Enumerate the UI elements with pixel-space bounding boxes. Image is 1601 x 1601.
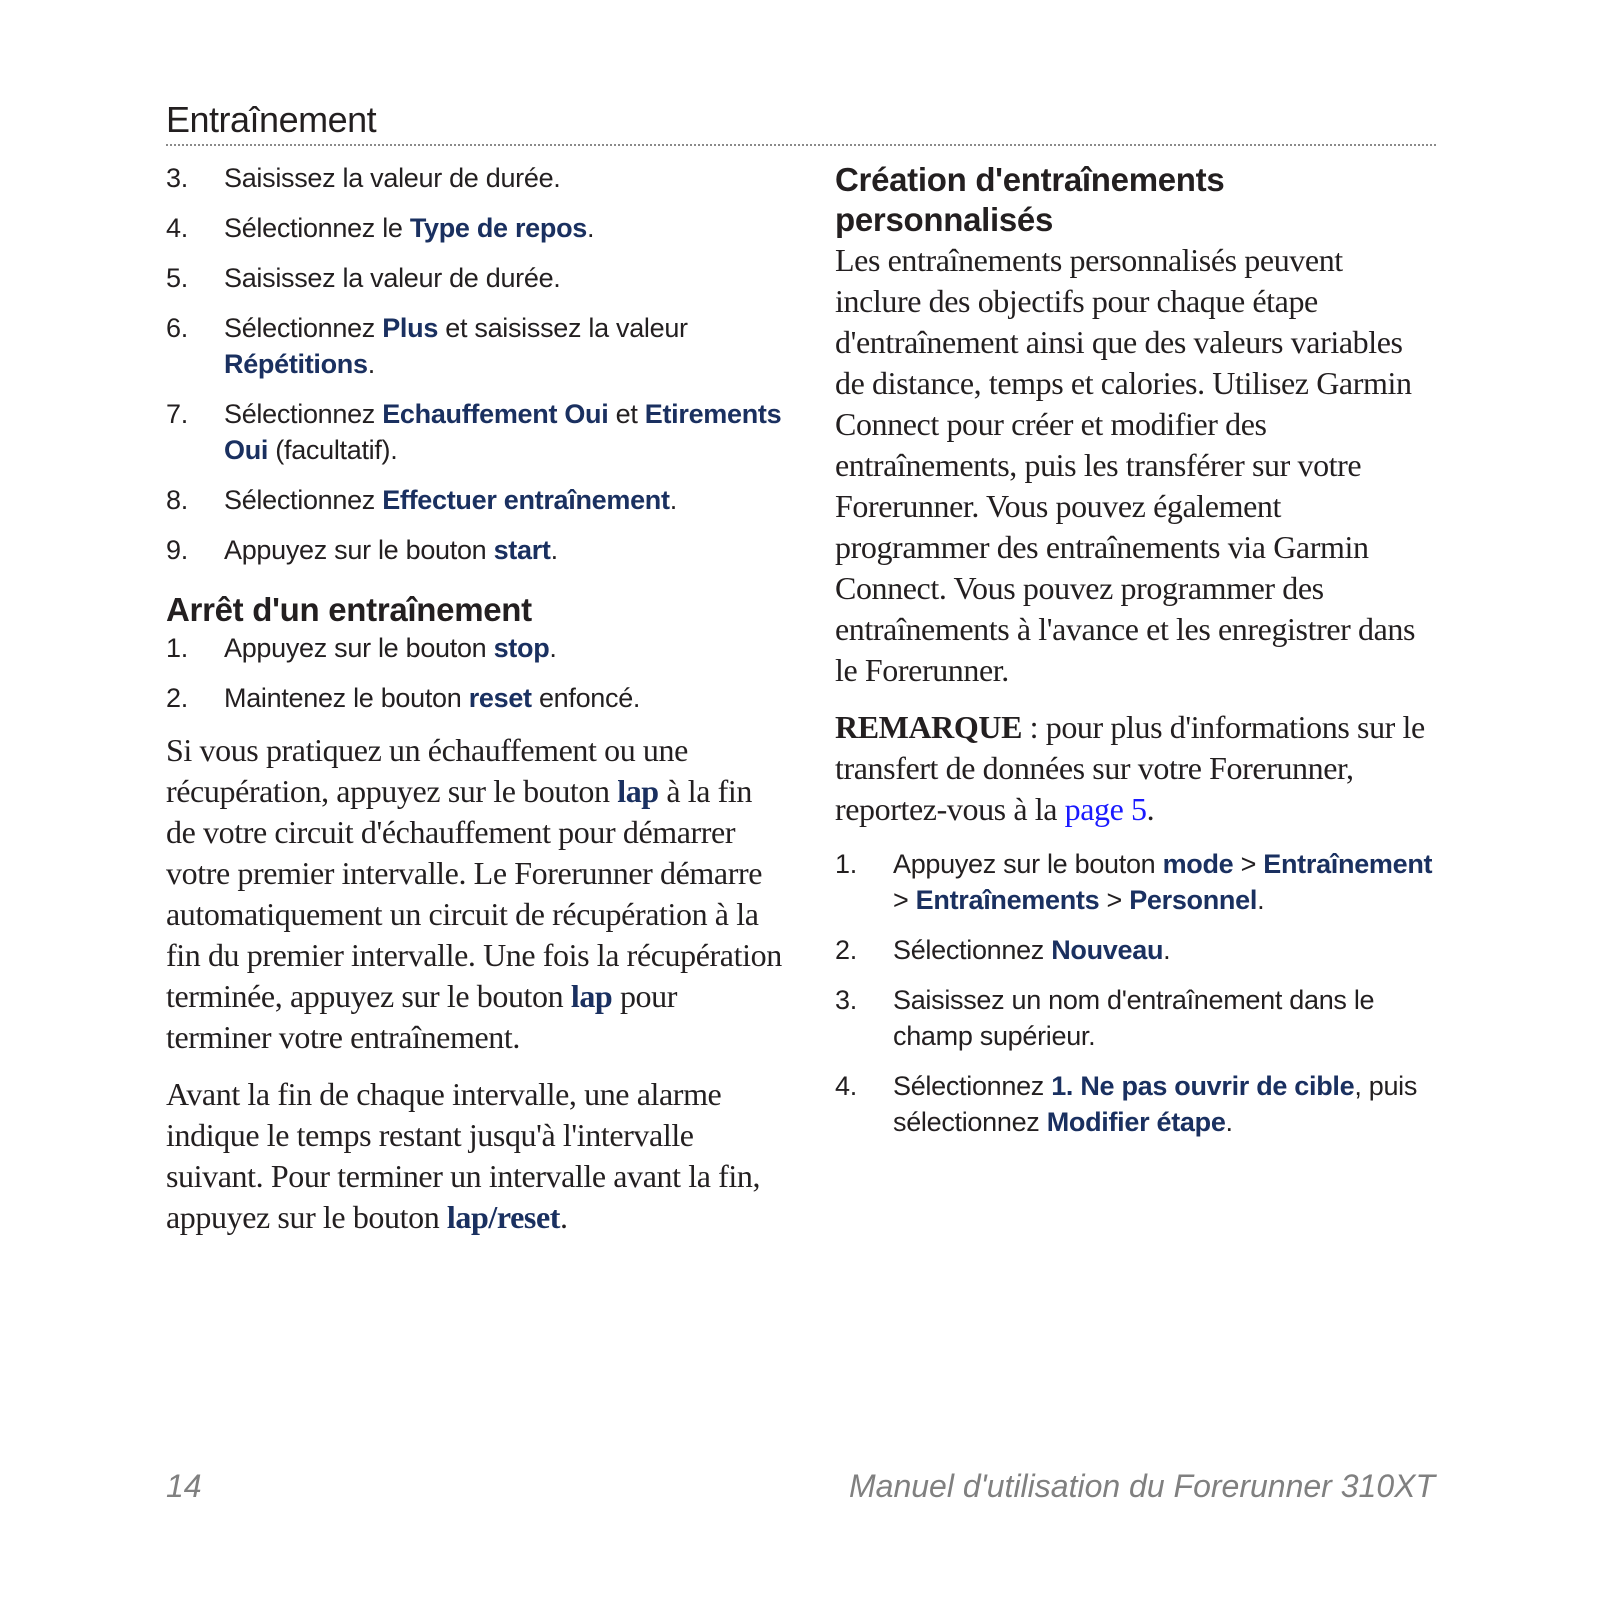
keyword: Effectuer entraînement — [382, 485, 670, 515]
keyword: Plus — [382, 313, 439, 343]
text-run: . — [560, 1199, 568, 1235]
paragraph — [835, 240, 1435, 691]
text-run: Si vous pratiquez un échauffement ou une récupération, appuyez sur le bouton — [166, 732, 688, 809]
keyword: 1. Ne pas ouvrir de cible — [1051, 1071, 1355, 1101]
list-item — [166, 680, 786, 716]
text-run: . — [1257, 885, 1265, 915]
list-item — [166, 482, 786, 518]
step-number: 5. — [166, 263, 188, 293]
page-link[interactable]: page 5 — [1064, 791, 1147, 827]
keyword: start — [493, 535, 551, 565]
text-run: Avant la fin de chaque intervalle, une alarme indique le temps restant jusqu'à l'intervalle suivant. Pour terminer un intervalle avant la fin, appuyez sur le bouton — [166, 1076, 761, 1235]
section-header: Entraînement — [166, 98, 1436, 146]
keyword: Etirements Oui — [224, 399, 782, 465]
list-item — [166, 396, 786, 468]
step-number: 1. — [166, 633, 188, 663]
text-run: (facultatif). — [268, 435, 398, 465]
keyword: Modifier étape — [1046, 1107, 1226, 1137]
body-paragraphs — [166, 730, 786, 1238]
steps-list-stop — [166, 630, 786, 716]
text-run: Maintenez le bouton — [224, 683, 469, 713]
text-run: Sélectionnez — [224, 399, 383, 429]
paragraph — [166, 1074, 786, 1238]
step-number: 3. — [835, 985, 857, 1015]
manual-title: Manuel d'utilisation du Forerunner 310XT — [849, 1468, 1435, 1504]
keyword: lap — [570, 978, 613, 1014]
remark-label: REMARQUE — [835, 709, 1023, 745]
keyword: Répétitions — [224, 349, 368, 379]
text-run: . — [367, 349, 375, 379]
text-run: Sélectionnez — [224, 313, 383, 343]
list-item — [166, 310, 786, 382]
text-run: , puis sélectionnez — [893, 1071, 1418, 1137]
text-run: et — [608, 399, 645, 429]
step-number: 3. — [166, 163, 188, 193]
list-item — [166, 532, 786, 568]
keyword: mode — [1162, 849, 1234, 879]
text-run: enfoncé. — [531, 683, 641, 713]
text-run: > — [1099, 885, 1130, 915]
text-run: . — [669, 485, 677, 515]
section-heading-stop-workout: Arrêt d'un entraînement — [166, 591, 532, 628]
text-run: . — [549, 633, 557, 663]
keyword: Entraînement — [1263, 849, 1433, 879]
text-run: Sélectionnez — [224, 485, 383, 515]
keyword: Echauffement Oui — [382, 399, 609, 429]
body-paragraphs-right — [835, 240, 1435, 830]
step-number: 6. — [166, 313, 188, 343]
text-run: > — [893, 885, 916, 915]
keyword: lap/reset — [446, 1199, 561, 1235]
text-run: à la fin de votre circuit d'échauffement pour démarrer votre premier intervalle. Le Forerunner démarre automatiquement un circuit de récupération à la fin du premier intervalle. Une fois la récupération terminée, appuyez sur le bouton — [166, 773, 782, 1014]
paragraph — [835, 707, 1435, 830]
step-number: 8. — [166, 485, 188, 515]
text-run: Les entraînements personnalisés peuvent inclure des objectifs pour chaque étape d'entraînement ainsi que des valeurs variables de distance, temps et calories. Utilisez Garmin Connect pour créer et modifier des entraînements, puis les transférer sur votre Forerunner. Vous pouvez également programmer des entraînements via Garmin Connect. Vous pouvez programmer des entraînements à l'avance et les enregistrer dans le Forerunner. — [835, 242, 1416, 688]
paragraph — [166, 730, 786, 1058]
keyword: Type de repos — [409, 213, 587, 243]
text-run: et saisissez la valeur — [438, 313, 688, 343]
list-item — [166, 210, 786, 246]
list-item — [166, 260, 786, 296]
text-run: . — [1225, 1107, 1233, 1137]
step-number: 1. — [835, 849, 857, 879]
text-run: Appuyez sur le bouton — [224, 633, 494, 663]
text-run: > — [1233, 849, 1264, 879]
keyword: Personnel — [1129, 885, 1258, 915]
text-run: . — [586, 213, 595, 243]
keyword: Nouveau — [1051, 935, 1164, 965]
text-run: pour terminer votre entraînement. — [166, 978, 678, 1055]
text-run: Appuyez sur le bouton — [224, 535, 494, 565]
text-run: Sélectionnez — [893, 935, 1052, 965]
text-run: Appuyez sur le bouton — [893, 849, 1163, 879]
list-item — [835, 932, 1435, 968]
step-number: 9. — [166, 535, 188, 565]
text-run: Sélectionnez — [893, 1071, 1052, 1101]
keyword: lap — [617, 773, 659, 809]
text-run: . — [1146, 791, 1155, 827]
section-heading-custom-workouts: Création d'entraînements personnalisés — [835, 161, 1225, 238]
step-number: 2. — [166, 683, 188, 713]
text-run: Saisissez un nom d'entraînement dans le champ supérieur. — [893, 985, 1375, 1051]
list-item — [835, 846, 1435, 918]
left-column — [166, 160, 786, 1254]
step-number: 2. — [835, 935, 857, 965]
list-item — [166, 630, 786, 666]
list-item — [166, 160, 786, 196]
keyword: reset — [468, 683, 532, 713]
page-number: 14 — [166, 1468, 202, 1504]
keyword: stop — [493, 633, 550, 663]
steps-list-custom — [835, 846, 1435, 1140]
step-number: 4. — [166, 213, 188, 243]
text-run: Saisissez la valeur de durée. — [224, 163, 561, 193]
text-run: . — [550, 535, 558, 565]
step-number: 4. — [835, 1071, 857, 1101]
keyword: Entraînements — [915, 885, 1100, 915]
list-item — [835, 982, 1435, 1054]
step-number: 7. — [166, 399, 188, 429]
right-column — [835, 160, 1435, 1154]
steps-list-continued — [166, 160, 786, 568]
list-item — [835, 1068, 1435, 1140]
text-run: Saisissez la valeur de durée. — [224, 263, 561, 293]
text-run: : pour plus d'informations sur le transfert de données sur votre Forerunner, reportez-vous à la — [835, 709, 1425, 827]
text-run: . — [1163, 935, 1171, 965]
text-run: Sélectionnez le — [224, 213, 410, 243]
